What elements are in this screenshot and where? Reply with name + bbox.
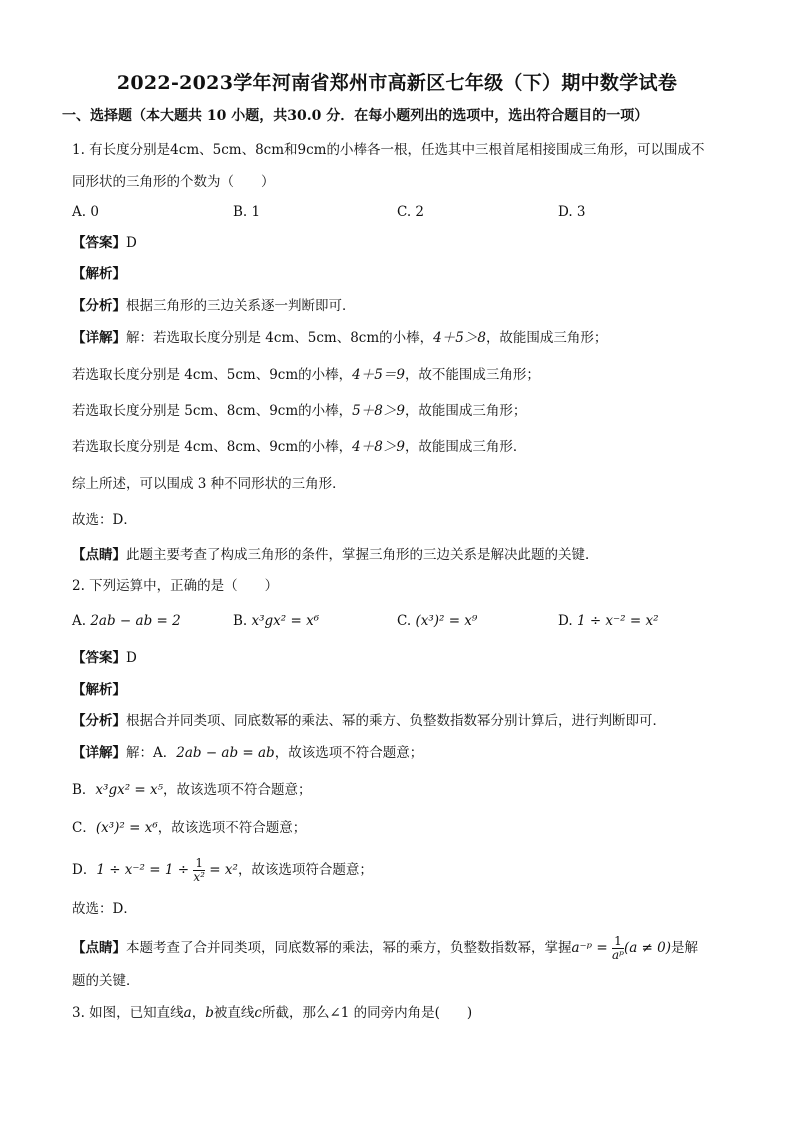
q1-option-b: B. 1 xyxy=(233,204,261,220)
detail-formula: (x³)² = x⁶ xyxy=(95,820,158,836)
detail-text: 若选取长度分别是 5cm、8cm、9cm的小棒， xyxy=(72,403,353,419)
stem-text: ， xyxy=(191,1005,206,1021)
detail-text: 若选取长度分别是 4cm、8cm、9cm的小棒， xyxy=(72,439,353,455)
detail-text: ，故该选项不符合题意； xyxy=(274,745,424,761)
q2-option-a xyxy=(72,611,181,631)
option-formula: x³gx² = x⁶ xyxy=(251,613,320,629)
q2-detail-c xyxy=(72,818,306,838)
fraction xyxy=(193,857,205,884)
fraction-numerator: 1 xyxy=(614,934,622,948)
q1-answer xyxy=(72,233,137,253)
variable-b: b xyxy=(205,1005,214,1021)
fraction xyxy=(612,935,624,962)
detail-formula: = x² xyxy=(209,862,238,878)
q2-option-d xyxy=(558,611,659,631)
fraction-denominator: x² xyxy=(193,870,205,884)
fenxi-tag: 【分析】 xyxy=(72,298,126,314)
q2-comment xyxy=(72,935,698,962)
q1-choose: 故选：D． xyxy=(72,512,137,528)
detail-text: ，故能围成三角形； xyxy=(485,330,608,346)
q1-detail-1 xyxy=(72,328,607,348)
detail-text: ，故该选项符合题意； xyxy=(237,862,373,878)
q2-fenxi xyxy=(72,711,666,731)
comment-text: 本题考查了合并同类项，同底数幂的乘法，幂的乘方，负整数指数幂，掌握 xyxy=(126,940,572,956)
q1-option-a: A. 0 xyxy=(72,204,99,220)
q3-stem xyxy=(72,1003,472,1023)
q2-detail-d xyxy=(72,857,373,884)
analysis-tag: 【解析】 xyxy=(72,266,126,282)
stem-text: 所截，那么∠1 的同旁内角是( ) xyxy=(261,1005,473,1021)
comment-formula: a⁻ᵖ = xyxy=(571,940,608,956)
detail-formula: 4＋5＝9 xyxy=(352,367,405,383)
answer-tag: 【答案】 xyxy=(72,235,126,251)
detail-tag: 【详解】 xyxy=(72,330,126,346)
detail-text: ，故能围成三角形． xyxy=(404,439,527,455)
detail-text: B． xyxy=(72,782,96,798)
detail-text: ，故该选项不符合题意； xyxy=(163,782,312,798)
q2-stem: 2. 下列运算中，正确的是（ ） xyxy=(72,578,279,594)
detail-text: D． xyxy=(72,862,97,878)
q1-detail-2 xyxy=(72,365,540,385)
detail-text: ，故能围成三角形； xyxy=(404,403,527,419)
q1-stem-line1: 1. 有长度分别是4cm、5cm、8cm和9cm的小棒各一根，任选其中三根首尾相接围成三角形，可以围成不 xyxy=(72,142,705,158)
q1-summary: 综上所述，可以围成 3 种不同形状的三角形． xyxy=(72,476,346,492)
answer-value: D xyxy=(126,650,137,666)
option-label: A. xyxy=(72,613,87,629)
q1-option-c: C. 2 xyxy=(397,204,425,220)
q2-comment-line2: 题的关键． xyxy=(72,973,140,989)
detail-tag: 【详解】 xyxy=(72,745,126,761)
q1-detail-4 xyxy=(72,437,526,457)
detail-formula: 4＋8＞9 xyxy=(352,439,405,455)
option-label: D. xyxy=(558,613,573,629)
section-heading: 一、选择题（本大题共 10 小题，共30.0 分．在每小题列出的选项中，选出符合题目的一项） xyxy=(62,108,649,124)
q1-comment xyxy=(72,545,599,565)
comment-formula: (a ≠ 0) xyxy=(623,940,672,956)
comment-tag: 【点睛】 xyxy=(72,940,126,956)
detail-formula: 5＋8＞9 xyxy=(352,403,405,419)
q2-analysis-tag xyxy=(72,680,126,700)
comment-tag: 【点睛】 xyxy=(72,547,126,563)
detail-formula: 1 ÷ x⁻² = 1 ÷ xyxy=(96,862,190,878)
analysis-tag: 【解析】 xyxy=(72,682,126,698)
comment-text: 是解 xyxy=(671,940,699,956)
q2-detail-a xyxy=(72,743,423,763)
stem-text: 3. 如图，已知直线 xyxy=(72,1005,184,1021)
q2-option-c xyxy=(397,611,477,631)
detail-text: 若选取长度分别是 4cm、5cm、9cm的小棒， xyxy=(72,367,353,383)
option-label: B. xyxy=(233,613,248,629)
option-formula: 2ab − ab = 2 xyxy=(90,613,181,629)
option-label: C. xyxy=(397,613,412,629)
detail-text: ，故不能围成三角形； xyxy=(404,367,540,383)
page-title: 2022-2023学年河南省郑州市高新区七年级（下）期中数学试卷 xyxy=(116,72,678,94)
option-formula: (x³)² = x⁹ xyxy=(415,613,478,629)
detail-text: 解：A． xyxy=(126,745,177,761)
q1-detail-3 xyxy=(72,401,526,421)
comment-text: 此题主要考查了构成三角形的条件，掌握三角形的三边关系是解决此题的关键． xyxy=(126,547,599,563)
answer-value: D xyxy=(126,235,137,251)
fraction-denominator: aᵖ xyxy=(611,948,624,962)
q1-fenxi xyxy=(72,296,356,316)
detail-text: ，故该选项不符合题意； xyxy=(157,820,307,836)
detail-text: 解：若选取长度分别是 4cm、5cm、8cm的小棒， xyxy=(126,330,434,346)
q2-answer xyxy=(72,648,137,668)
detail-formula: x³gx² = x⁵ xyxy=(95,782,164,798)
q2-detail-b xyxy=(72,780,312,800)
detail-formula: 4＋5＞8 xyxy=(433,330,486,346)
q1-option-d: D. 3 xyxy=(558,204,586,220)
stem-text: 被直线 xyxy=(213,1005,255,1021)
detail-formula: 2ab − ab = ab xyxy=(176,745,275,761)
option-formula: 1 ÷ x⁻² = x² xyxy=(576,613,659,629)
q1-analysis-tag xyxy=(72,264,126,284)
answer-tag: 【答案】 xyxy=(72,650,126,666)
q2-choose: 故选：D． xyxy=(72,901,137,917)
variable-a: a xyxy=(183,1005,192,1021)
variable-c: c xyxy=(254,1005,262,1021)
q1-stem-line2: 同形状的三角形的个数为（ ） xyxy=(72,174,275,190)
fenxi-text: 根据合并同类项、同底数幂的乘法、幂的乘方、负整数指数幂分别计算后，进行判断即可． xyxy=(126,713,666,729)
q2-option-b xyxy=(233,611,319,631)
fraction-numerator: 1 xyxy=(195,856,203,870)
detail-text: C． xyxy=(72,820,96,836)
fenxi-tag: 【分析】 xyxy=(72,713,126,729)
fenxi-text: 根据三角形的三边关系逐一判断即可． xyxy=(126,298,356,314)
